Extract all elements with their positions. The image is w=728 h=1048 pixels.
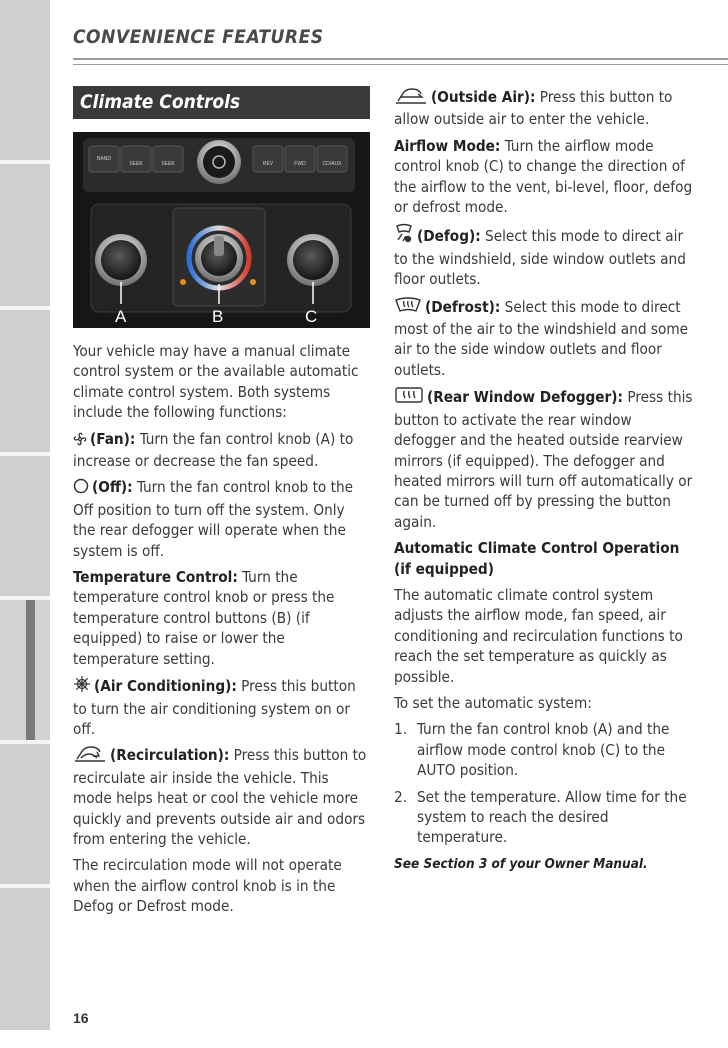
temperature-text: Turn the temperature control knob or press the temperature control buttons (B) (if equipped) to raise or lower the temperature setting.	[73, 568, 335, 668]
tab	[0, 888, 50, 1030]
defog-term: (Defog):	[417, 227, 481, 246]
ac-paragraph	[73, 675, 370, 739]
title-rule	[73, 58, 728, 65]
auto-climate-heading	[394, 538, 694, 579]
step-text: Set the temperature. Allow time for the system to reach the desired temperature.	[417, 787, 687, 847]
recirculation-paragraph	[73, 745, 370, 849]
tab	[0, 456, 50, 600]
step-text: Turn the fan control knob (A) and the airflow mode control knob (C) to the AUTO position.	[417, 720, 670, 780]
defog-paragraph	[394, 223, 694, 289]
auto-steps-list	[394, 719, 694, 847]
section-title: CONVENIENCE FEATURES	[73, 26, 324, 48]
off-term: (Off):	[92, 478, 133, 497]
defog-icon	[394, 223, 414, 248]
step-number: 1.	[394, 720, 408, 739]
right-column	[394, 87, 694, 874]
temperature-paragraph	[73, 567, 370, 669]
tab	[0, 310, 50, 456]
set-auto-intro: To set the automatic system:	[394, 693, 592, 712]
tab	[0, 164, 50, 310]
airflow-text: Turn the airflow mode control knob (C) to change the direction of the airflow to the vent, bi-level, floor, defog or defrost mode.	[394, 136, 693, 217]
defrost-text: Select this mode to direct most of the air to the windshield and some air to the side window outlets and floor outlets.	[394, 297, 689, 379]
outside-air-paragraph	[394, 87, 694, 130]
rear-defogger-term: (Rear Window Defogger):	[427, 388, 624, 407]
defrost-term: (Defrost):	[425, 297, 501, 316]
cd-aux-label: CD/AUX	[322, 161, 342, 167]
auto-climate-paragraph: The automatic climate control system adjusts the airflow mode, fan speed, air conditioning and recirculation functions to reach the set temperature as quickly as possible.	[394, 585, 683, 686]
airflow-paragraph	[394, 136, 694, 218]
ac-text: Press this button to turn the air conditioning system on or off.	[73, 677, 356, 738]
fan-paragraph	[73, 429, 370, 472]
step-number: 2.	[394, 787, 408, 806]
snowflake-icon	[73, 675, 91, 698]
outside-air-term: (Outside Air):	[431, 88, 536, 106]
temperature-term: Temperature Control:	[73, 568, 238, 587]
intro-paragraph: Your vehicle may have a manual climate control system or the available automatic climate control system. Both systems include the following functions:	[73, 342, 359, 422]
fwd-label: FWD	[294, 161, 306, 167]
recirculation-text: Press this button to recirculate air inside the vehicle. This mode helps heat or cool the vehicle more quickly and prevents outside air and odors from entering the vehicle.	[73, 746, 367, 848]
seek-back-label: SEEK	[129, 161, 143, 167]
current-section-marker	[26, 600, 35, 744]
outside-air-icon	[394, 88, 428, 109]
defog-text: Select this mode to direct air to the windshield, side window outlets and floor outlets.	[394, 227, 686, 289]
section-tabs	[0, 0, 50, 1030]
page-number: 16	[73, 1010, 89, 1026]
owner-manual-reference: See Section 3 of your Owner Manual.	[394, 855, 648, 872]
rev-label: REV	[262, 161, 274, 167]
tab	[0, 0, 50, 164]
off-icon	[73, 478, 89, 499]
ac-term: (Air Conditioning):	[94, 677, 237, 696]
recirculation-term: (Recirculation):	[110, 746, 230, 765]
knob-label-c: C	[305, 307, 318, 326]
outside-air-text: Press this button to allow outside air to enter the vehicle.	[394, 88, 673, 129]
recirculation-note: The recirculation mode will not operate when the airflow control knob is in the Defog or Defrost mode.	[73, 856, 342, 916]
rear-defogger-text: Press this button to activate the rear window defogger and the heated outside rearview mirrors (if equipped). The defogger and heated mirrors will turn off automatically or can be turned off by pressing the button again.	[394, 388, 693, 531]
climate-panel-photo	[73, 132, 370, 328]
band-button-label: BAND	[97, 156, 111, 162]
heading-bar	[73, 86, 370, 119]
tab-current	[0, 600, 50, 744]
fan-term: (Fan):	[90, 429, 136, 448]
defrost-paragraph	[394, 296, 694, 381]
knob-label-b: B	[212, 307, 224, 326]
left-column	[73, 341, 370, 923]
auto-climate-heading-text: Automatic Climate Control Operation (if equipped)	[394, 539, 680, 578]
off-text: Turn the fan control knob to the Off position to turn off the system. Only the rear defogger will operate when the system is off.	[73, 478, 354, 560]
list-item	[394, 719, 694, 780]
fan-icon	[73, 431, 87, 451]
recirculation-icon	[73, 746, 107, 767]
airflow-term: Airflow Mode:	[394, 136, 501, 155]
rear-defogger-icon	[394, 386, 424, 409]
off-paragraph	[73, 477, 370, 561]
fan-text: Turn the fan control knob (A) to increase or decrease the fan speed.	[73, 429, 354, 471]
seek-forward-label: SEEK	[161, 161, 175, 167]
page-heading: Climate Controls	[80, 91, 241, 113]
tab	[0, 744, 50, 888]
rear-defogger-paragraph	[394, 386, 694, 532]
list-item	[394, 787, 694, 848]
climate-panel-illustration	[73, 132, 370, 328]
knob-label-a: A	[115, 307, 127, 326]
defrost-icon	[394, 296, 422, 319]
